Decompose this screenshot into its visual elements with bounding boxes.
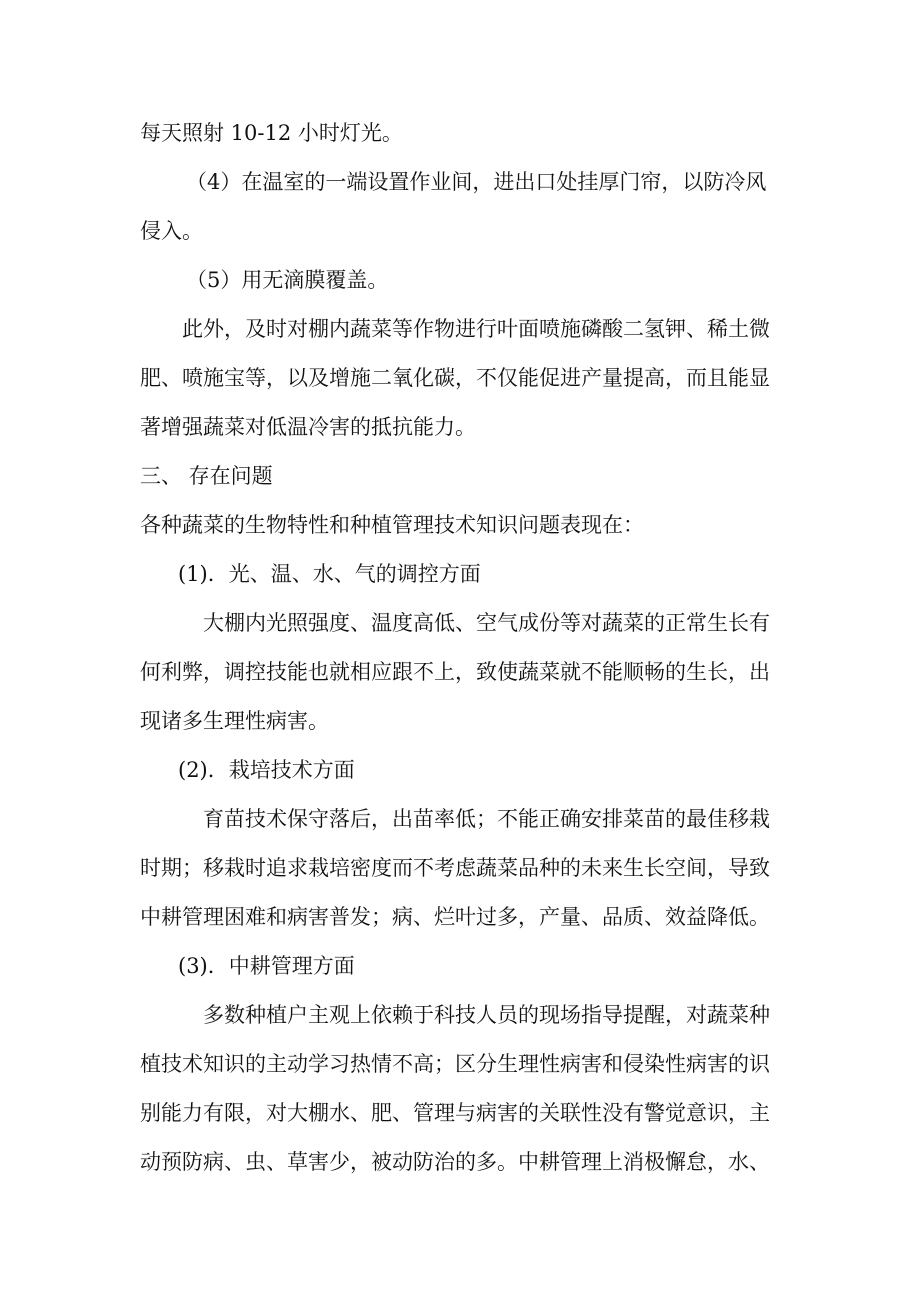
text-line: 每天照射 10-12 小时灯光。 bbox=[140, 121, 403, 145]
text-line: 侵入。 bbox=[140, 219, 203, 243]
section-heading: 三、 存在问题 bbox=[140, 464, 273, 488]
subsection-heading: (2)．栽培技术方面 bbox=[178, 758, 355, 782]
text-line: 育苗技术保守落后，出苗率低；不能正确安排菜苗的最佳移栽 bbox=[203, 807, 770, 831]
text-line: 肥、喷施宝等，以及增施二氧化碳，不仅能促进产量提高，而且能显 bbox=[140, 366, 770, 390]
text-line: 时期；移栽时追求栽培密度而不考虑蔬菜品种的未来生长空间，导致 bbox=[140, 856, 770, 880]
text-line: （4）在温室的一端设置作业间，进出口处挂厚门帘，以防冷风 bbox=[186, 170, 767, 194]
subsection-heading: (1)．光、温、水、气的调控方面 bbox=[178, 562, 481, 586]
text-line: 此外，及时对棚内蔬菜等作物进行叶面喷施磷酸二氢钾、稀土微 bbox=[182, 317, 770, 341]
text-line: 中耕管理困难和病害普发；病、烂叶过多，产量、品质、效益降低。 bbox=[140, 905, 770, 929]
text-line: 动预防病、虫、草害少，被动防治的多。中耕管理上消极懈怠，水、 bbox=[140, 1150, 770, 1174]
text-line: 别能力有限，对大棚水、肥、管理与病害的关联性没有警觉意识，主 bbox=[140, 1101, 770, 1125]
text-line: 现诸多生理性病害。 bbox=[140, 709, 329, 733]
text-line: 植技术知识的主动学习热情不高；区分生理性病害和侵染性病害的识 bbox=[140, 1052, 770, 1076]
text-line: 著增强蔬菜对低温冷害的抵抗能力。 bbox=[140, 415, 476, 439]
text-line: 各种蔬菜的生物特性和种植管理技术知识问题表现在： bbox=[140, 513, 644, 537]
text-line: 何利弊，调控技能也就相应跟不上，致使蔬菜就不能顺畅的生长，出 bbox=[140, 660, 770, 684]
subsection-heading: (3)．中耕管理方面 bbox=[178, 954, 355, 978]
text-line: 多数种植户主观上依赖于科技人员的现场指导提醒，对蔬菜种 bbox=[203, 1003, 770, 1027]
text-line: （5）用无滴膜覆盖。 bbox=[186, 268, 389, 292]
text-line: 大棚内光照强度、温度高低、空气成份等对蔬菜的正常生长有 bbox=[203, 611, 770, 635]
